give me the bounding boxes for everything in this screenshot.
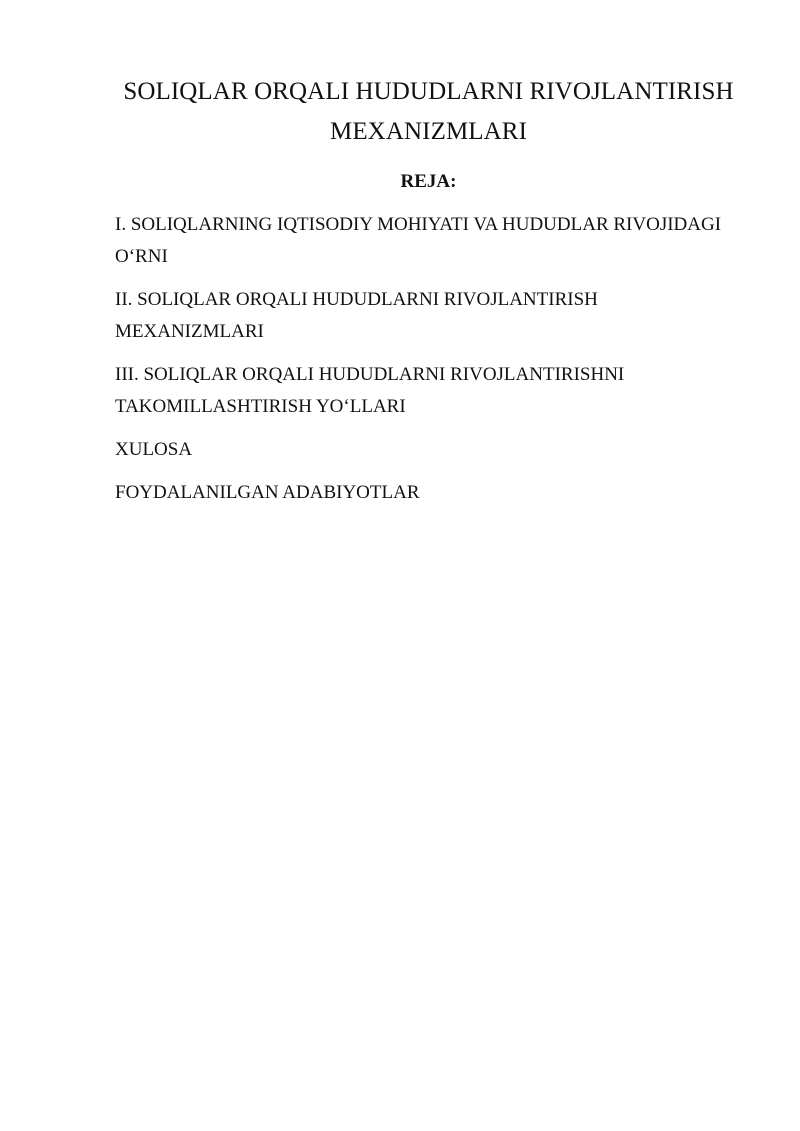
plan-item-references: FOYDALANILGAN ADABIYOTLAR <box>115 482 420 503</box>
plan-list <box>115 209 735 520</box>
plan-heading: REJA: <box>400 171 457 192</box>
plan-item-1: I. SOLIQLARNING IQTISODIY MOHIYATI VA HUDUDLAR RIVOJIDAGI O‘RNI <box>115 214 722 267</box>
plan-item-3: III. SOLIQLAR ORQALI HUDUDLARNI RIVOJLANTIRISHNI TAKOMILLASHTIRISH YO‘LLARI <box>115 364 625 417</box>
document-title: SOLIQLAR ORQALI HUDUDLARNI RIVOJLANTIRISH MEXANIZMLARI <box>123 78 734 145</box>
plan-item-conclusion: XULOSA <box>115 439 193 460</box>
plan-item-2: II. SOLIQLAR ORQALI HUDUDLARNI RIVOJLANTIRISH MEXANIZMLARI <box>115 289 598 342</box>
